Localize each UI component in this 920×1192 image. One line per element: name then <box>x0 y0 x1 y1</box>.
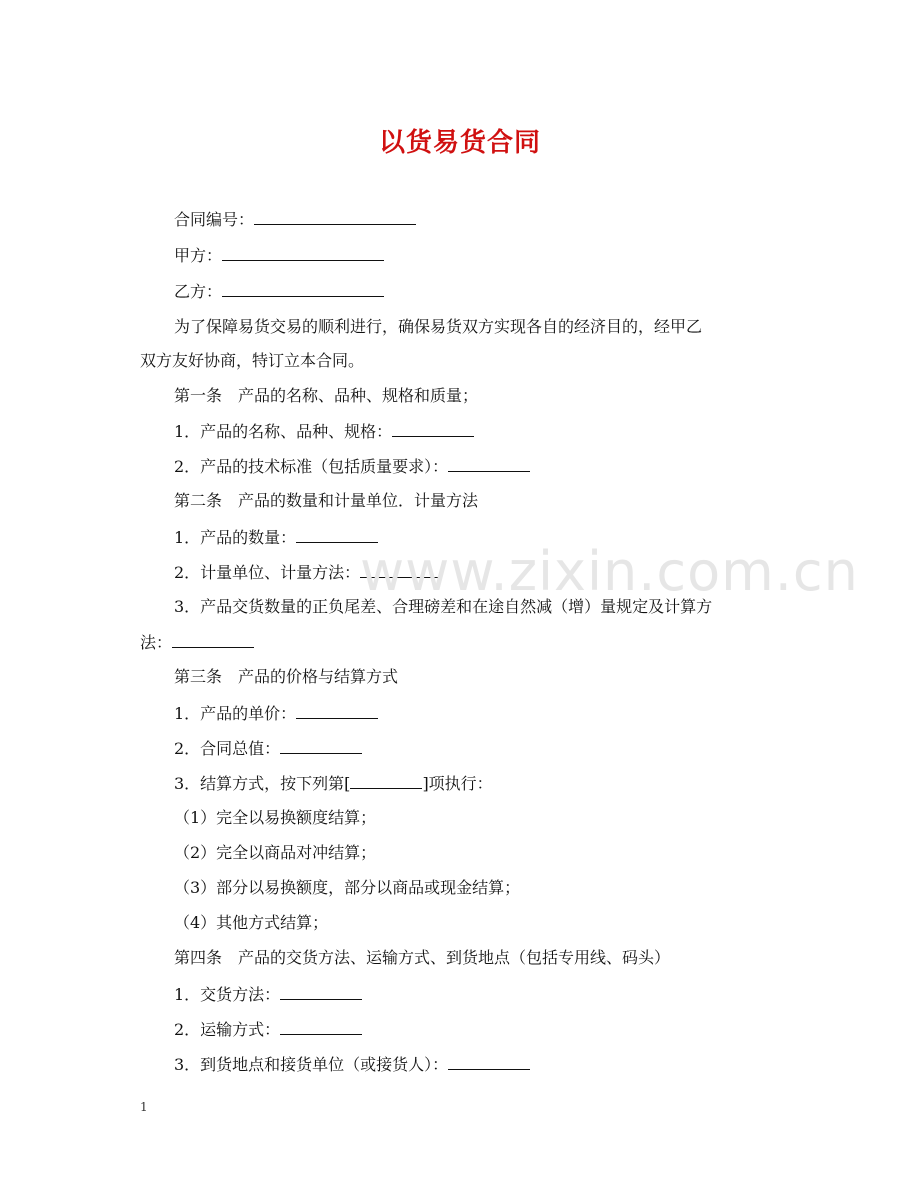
article-1-item-1-blank <box>392 420 474 437</box>
party-a-blank <box>222 244 384 261</box>
article-3-item-3-suffix: ]项执行： <box>422 774 493 793</box>
article-1-item-1 <box>174 420 474 443</box>
contract-number-label: 合同编号： <box>174 210 255 229</box>
article-4-item-3-label: 3．到货地点和接货单位（或接货人）： <box>174 1055 449 1074</box>
party-b-label: 乙方： <box>174 282 223 301</box>
article-3-item-3-blank <box>350 772 422 789</box>
party-a-line <box>174 244 384 267</box>
contract-number-line <box>174 208 416 231</box>
article-3-item-1-blank <box>296 702 378 719</box>
article-2-item-3-blank <box>172 631 254 648</box>
article-4-item-3 <box>174 1053 530 1076</box>
article-1-item-1-label: 1．产品的名称、品种、规格： <box>174 422 393 441</box>
document-title: 以货易货合同 <box>378 128 541 158</box>
article-2-item-3-line-2 <box>140 631 254 654</box>
article-4-item-1-blank <box>280 983 362 1000</box>
article-4-item-2-label: 2．运输方式： <box>174 1020 281 1039</box>
article-1-item-2-blank <box>448 455 530 472</box>
watermark: www.zixin.com.cn <box>360 540 859 603</box>
article-3-heading: 第三条 产品的价格与结算方式 <box>174 667 399 686</box>
article-3-item-2 <box>174 737 362 760</box>
party-a-label: 甲方： <box>174 246 223 265</box>
article-1-item-2 <box>174 455 530 478</box>
article-3-item-1 <box>174 702 378 725</box>
article-2-item-1 <box>174 526 378 549</box>
article-3-item-3-prefix: 3．结算方式，按下列第[ <box>174 774 351 793</box>
article-3-item-1-label: 1．产品的单价： <box>174 704 297 723</box>
article-3-item-2-label: 2．合同总值： <box>174 739 281 758</box>
article-2-item-1-label: 1．产品的数量： <box>174 528 297 547</box>
intro-line-1: 为了保障易货交易的顺利进行，确保易货双方实现各自的经济目的，经甲乙 <box>174 317 703 336</box>
article-3-option-3: （3）部分以易换额度，部分以商品或现金结算； <box>174 878 521 897</box>
article-2-heading: 第二条 产品的数量和计量单位．计量方法 <box>174 491 479 510</box>
party-b-line <box>174 280 384 303</box>
article-4-item-1 <box>174 983 362 1006</box>
article-1-item-2-label: 2．产品的技术标准（包括质量要求）： <box>174 457 449 476</box>
article-3-option-4: （4）其他方式结算； <box>174 913 329 932</box>
article-3-item-2-blank <box>280 737 362 754</box>
article-3-item-3 <box>174 772 493 795</box>
article-2-item-2-label: 2．计量单位、计量方法： <box>174 563 361 582</box>
article-2-item-3-label: 法： <box>140 633 173 652</box>
article-1-heading: 第一条 产品的名称、品种、规格和质量； <box>174 386 479 405</box>
contract-number-blank <box>254 208 416 225</box>
article-4-item-1-label: 1．交货方法： <box>174 985 281 1004</box>
intro-line-2: 双方友好协商，特订立本合同。 <box>140 351 365 370</box>
article-4-heading: 第四条 产品的交货方法、运输方式、到货地点（包括专用线、码头） <box>174 948 671 967</box>
article-4-item-3-blank <box>448 1053 530 1070</box>
article-4-item-2-blank <box>280 1018 362 1035</box>
article-2-item-3-line-1: 3．产品交货数量的正负尾差、合理磅差和在途自然减（增）量规定及计算方 <box>174 597 713 616</box>
article-3-option-1: （1）完全以易换额度结算； <box>174 808 377 827</box>
page-number: 1 <box>140 1100 148 1114</box>
article-3-option-2: （2）完全以商品对冲结算； <box>174 843 377 862</box>
party-b-blank <box>222 280 384 297</box>
article-4-item-2 <box>174 1018 362 1041</box>
